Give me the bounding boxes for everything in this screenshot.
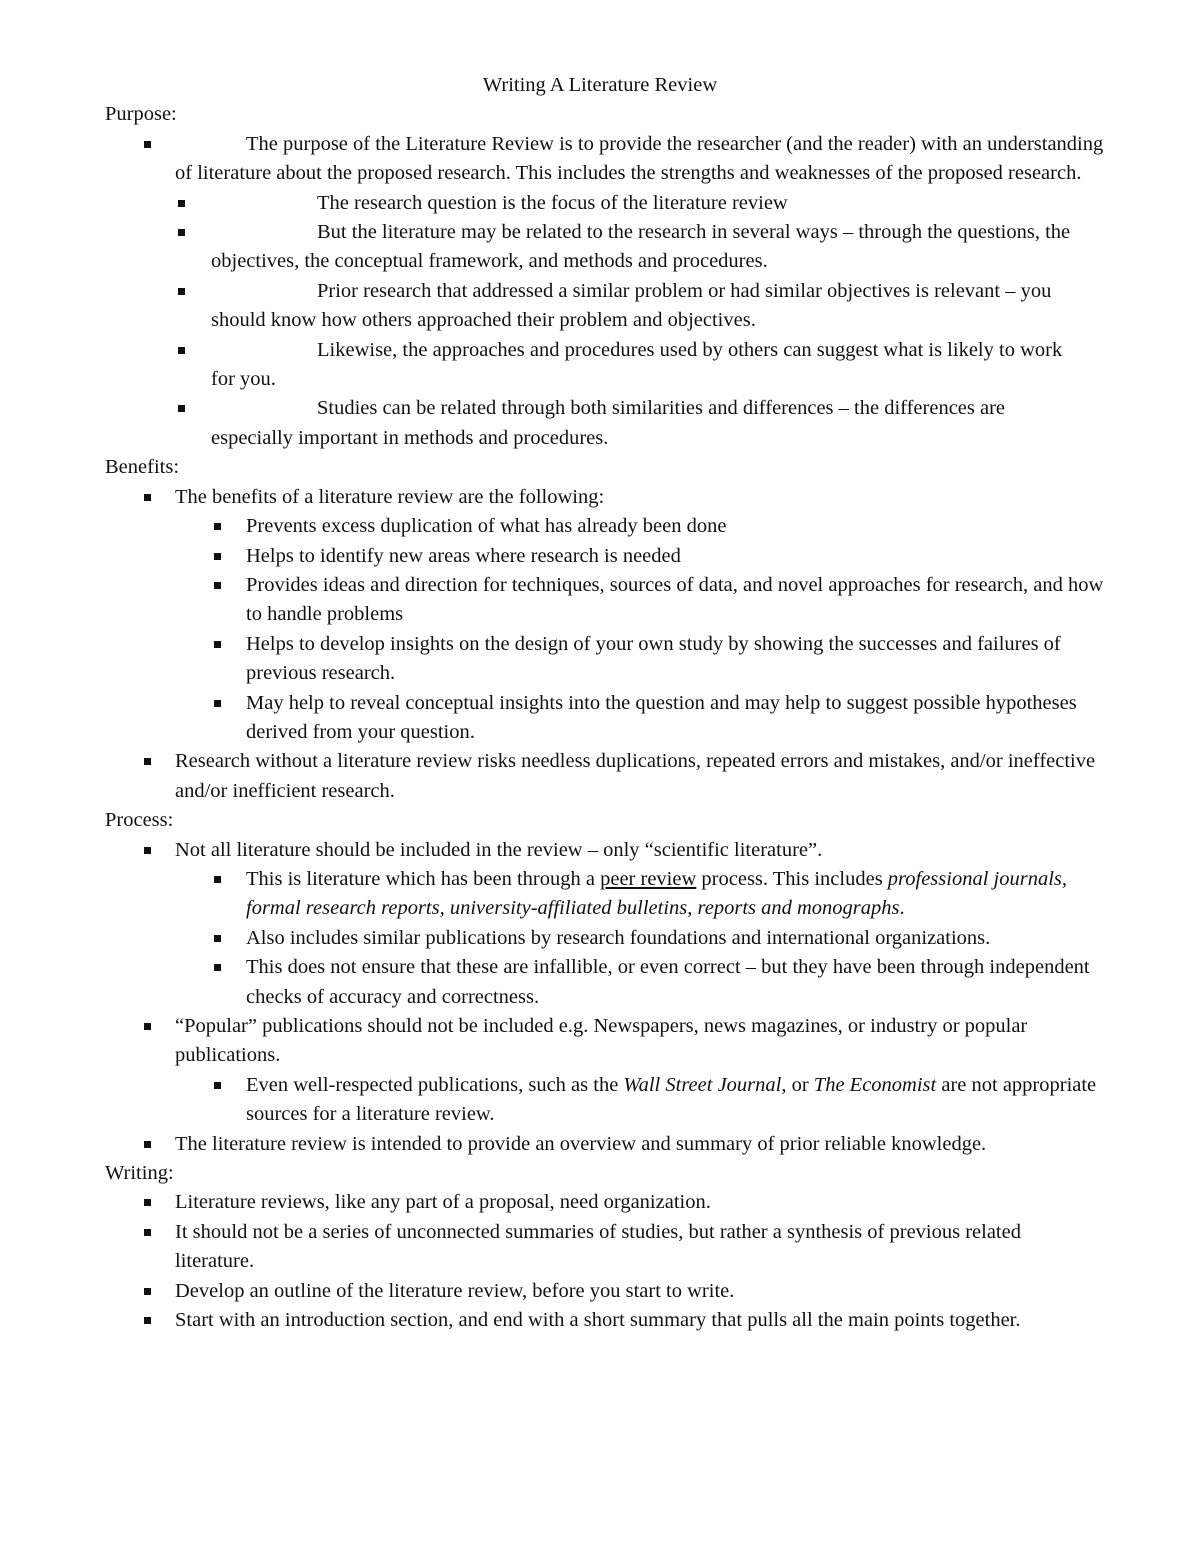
bullet-icon: [214, 876, 221, 883]
purpose-sub-item: But the literature may be related to the research in several ways – through the questions, the objectives, the conceptual framework, and methods and procedures.: [211, 218, 1091, 277]
bullet-icon: [178, 405, 185, 412]
bullet-icon: [144, 1288, 151, 1295]
source-types-text: professional journals, formal research reports, university-affiliated bulletins, reports and monographs: [246, 867, 1068, 920]
writing-item: Literature reviews, like any part of a proposal, need organization.: [175, 1188, 1100, 1217]
benefit-item: Provides ideas and direction for techniques, sources of data, and novel approaches for research, and how to handle problems: [246, 571, 1106, 630]
process-sub-item: This is literature which has been through a peer review process. This includes professional journals, formal research reports, university-affiliated bulletins, reports and monographs.: [246, 865, 1106, 924]
bullet-icon: [144, 1199, 151, 1206]
benefit-item: May help to reveal conceptual insights into the question and may help to suggest possible hypotheses derived from your question.: [246, 689, 1106, 748]
peer-review-term: peer review: [600, 867, 697, 890]
benefits-intro-item: The benefits of a literature review are the following:: [175, 483, 1100, 512]
bullet-icon: [214, 1082, 221, 1089]
process-sub-item: Even well-respected publications, such as the Wall Street Journal, or The Economist are not appropriate sources for a literature review.: [246, 1071, 1106, 1130]
process-item: “Popular” publications should not be included e.g. Newspapers, news magazines, or industry or popular publications.: [175, 1012, 1100, 1071]
benefits-heading: Benefits:: [105, 456, 180, 479]
writing-item: Start with an introduction section, and end with a short summary that pulls all the main points together.: [175, 1306, 1100, 1335]
purpose-sub-item: The research question is the focus of the literature review: [211, 189, 1091, 218]
purpose-sub-item: Prior research that addressed a similar problem or had similar objectives is relevant – you should know how others approached their problem and objectives.: [211, 277, 1091, 336]
process-item: The literature review is intended to provide an overview and summary of prior reliable knowledge.: [175, 1130, 1100, 1159]
bullet-icon: [178, 200, 185, 207]
purpose-main-text: The purpose of the Literature Review is to provide the researcher (and the reader) with an understanding of literature about the proposed research. This includes the strengths and weaknesses of the proposed research.: [175, 132, 1104, 185]
bullet-icon: [214, 553, 221, 560]
writing-heading: Writing:: [105, 1162, 174, 1185]
bullet-icon: [144, 494, 151, 501]
purpose-sub-item: Studies can be related through both similarities and differences – the differences are especially important in methods and procedures.: [211, 394, 1091, 453]
process-sub-item: Also includes similar publications by research foundations and international organizations.: [246, 924, 1106, 953]
bullet-icon: [214, 964, 221, 971]
document-title: Writing A Literature Review: [482, 74, 718, 96]
bullet-icon: [214, 935, 221, 942]
bullet-icon: [178, 288, 185, 295]
bullet-icon: [178, 347, 185, 354]
bullet-icon: [214, 523, 221, 530]
bullet-icon: [144, 1317, 151, 1324]
purpose-sub-item: Likewise, the approaches and procedures used by others can suggest what is likely to work for you.: [211, 336, 1091, 395]
bullet-icon: [144, 141, 151, 148]
benefit-item: Helps to identify new areas where research is needed: [246, 542, 1106, 571]
bullet-icon: [178, 229, 185, 236]
writing-item: Develop an outline of the literature review, before you start to write.: [175, 1277, 1100, 1306]
bullet-icon: [144, 1023, 151, 1030]
bullet-icon: [144, 1229, 151, 1236]
process-sub-item: This does not ensure that these are infallible, or even correct – but they have been through independent checks of accuracy and correctness.: [246, 953, 1106, 1012]
purpose-main-item: [175, 130, 1105, 189]
bullet-icon: [144, 758, 151, 765]
bullet-icon: [144, 1141, 151, 1148]
bullet-icon: [144, 847, 151, 854]
purpose-heading: Purpose:: [105, 103, 177, 126]
benefits-closing-item: Research without a literature review risks needless duplications, repeated errors and mistakes, and/or ineffective and/or inefficient research.: [175, 747, 1100, 806]
wsj-title: Wall Street Journal: [623, 1073, 782, 1096]
process-heading: Process:: [105, 809, 174, 832]
bullet-icon: [214, 700, 221, 707]
benefit-item: Helps to develop insights on the design of your own study by showing the successes and failures of previous research.: [246, 630, 1106, 689]
bullet-icon: [214, 582, 221, 589]
benefit-item: Prevents excess duplication of what has already been done: [246, 512, 1106, 541]
process-item: Not all literature should be included in the review – only “scientific literature”.: [175, 836, 1100, 865]
writing-item: It should not be a series of unconnected summaries of studies, but rather a synthesis of previous related literature.: [175, 1218, 1100, 1277]
economist-title: The Economist: [813, 1073, 937, 1096]
bullet-icon: [214, 641, 221, 648]
